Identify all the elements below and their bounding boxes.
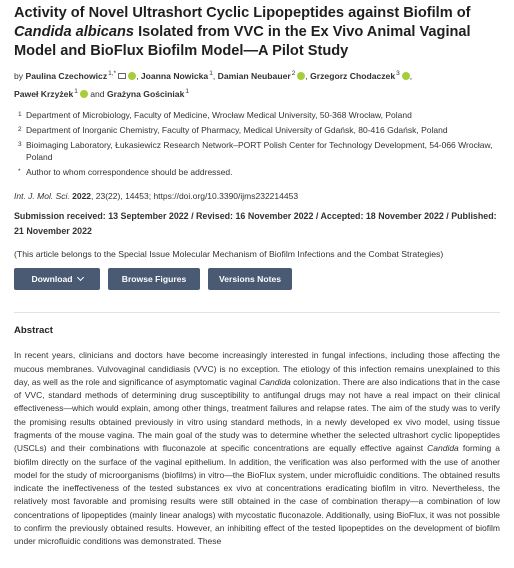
orcid-icon[interactable] <box>80 90 88 98</box>
action-buttons <box>14 268 500 290</box>
affiliation-mark: 3 <box>18 140 22 148</box>
author-name[interactable]: Damian Neubauer <box>217 71 291 81</box>
authors-by-label: by <box>14 71 24 81</box>
title-part-2: Isolated from VVC in the Ex Vivo Animal Vaginal Model and BioFlux Biofilm Model—A Pilot Study <box>14 24 471 59</box>
affiliation-text: Department of Microbiology, Faculty of Medicine, Wrocław Medical University, 50-368 Wrocław, Poland <box>26 110 412 120</box>
abstract-italic: Candida <box>427 443 459 454</box>
author-name[interactable]: Paulina Czechowicz <box>25 71 108 81</box>
abstract-heading: Abstract <box>14 325 53 337</box>
orcid-icon[interactable] <box>402 71 413 81</box>
affiliation-text: Bioimaging Laboratory, Łukasiewicz Research Network–PORT Polish Center for Technology Development, 54-066 Wrocław, Poland <box>26 139 493 162</box>
author-affil-sup: 1 <box>185 88 189 96</box>
abstract-segment: colonization. There are also indications that in the case of VVC, standard methods of determining drug susceptibility to antifungal drugs may not have a real impact on their clinical effectiveness—which would explain, among other things, treatment failures and relapse rates. The aim of the study was to verify the promising results obtained previously in vitro using standard methods, in a newly developed ex vivo model, using tissue fragments of the mouse vagina. The main goal of the study was to determine whether the selected ultrashort cyclic lipopeptides (USCLs) and their combinations with fluconazole at specific concentrations are equally effective against <box>14 376 500 454</box>
affiliation-item <box>14 166 500 178</box>
journal-name: Int. J. Mol. Sci. <box>14 191 70 202</box>
author-name[interactable]: Joanna Nowicka <box>140 71 209 81</box>
versions-notes-label: Versions Notes <box>218 274 282 285</box>
author-separator: , <box>136 71 139 81</box>
journal-volume-issue: , 23(22), 14453; <box>91 191 154 202</box>
affiliation-mark: 1 <box>18 111 22 118</box>
abstract-text <box>14 349 500 548</box>
orcid-icon[interactable] <box>128 71 139 81</box>
affiliation-list <box>14 109 500 178</box>
author-affil-sup: 3 <box>396 70 400 78</box>
download-button[interactable] <box>14 268 100 290</box>
author-affil-sup: 1 <box>209 70 213 78</box>
author-separator: , <box>409 71 413 81</box>
affiliation-mark: * <box>18 167 21 175</box>
download-label: Download <box>31 274 73 285</box>
author-name[interactable]: Paweł Krzyżek <box>14 89 74 99</box>
journal-year: 2022 <box>72 191 92 202</box>
publication-dates: Submission received: 13 September 2022 / Revised: 16 November 2022 / Accepted: 18 November 2022 / Published: 21 November 2022 <box>14 211 497 237</box>
mail-icon[interactable] <box>118 73 126 79</box>
title-part-1: Activity of Novel Ultrashort Cyclic Lipopeptides against Biofilm of <box>14 5 471 21</box>
article-title <box>14 4 500 61</box>
affiliation-mark: 2 <box>18 125 22 133</box>
author-affil-sup: 1 <box>74 88 78 96</box>
author-name[interactable]: Grażyna Gościniak <box>106 89 185 99</box>
author-name[interactable]: Grzegorz Chodaczek <box>310 71 396 81</box>
author-affil-sup: 2 <box>291 70 296 78</box>
author-separator: , <box>212 71 216 81</box>
special-issue-note[interactable]: (This article belongs to the Special Issue Molecular Mechanism of Biofilm Infections and the Combat Strategies) <box>14 249 444 260</box>
affiliation-item <box>14 124 500 136</box>
doi-link[interactable]: https://doi.org/10.3390/ijms232214453 <box>153 191 299 202</box>
abstract-segment: forming a biofilm directly on the surface of the vaginal epithelium. In addition, the verification was also performed with the use of another model for the study of microorganisms (biofilms) in vitro—the BioFlux system, under microfluidic conditions. The obtained results indicate the ineffectiveness of the tested substances ex vivo at concentrations eradicating biofilm in vitro. Nevertheless, the relatively most favorable and promising results were still obtained in the case of combination therapy—a combination of low concentrations of lipopeptides (mainly linear analogs) with mycostatic fluconazole. Additionally, using BioFlux, it was not possible to confirm the previously obtained results. However, an inhibiting effect of the tested lipopeptides on the development of biofilm under microfluidic conditions was demonstrated. These <box>14 443 500 547</box>
author-affil-sup: 1,* <box>108 70 117 78</box>
browse-figures-button[interactable] <box>108 268 200 290</box>
section-divider <box>14 312 500 313</box>
abstract-segment: In recent years, clinicians and doctors have become increasingly interested in fungal infections, including those affecting the mucous membranes. Vulvovaginal candidiasis (VVC) is no exception. The etiology of this infection remains unexplained to this day, as well as the role and significance of asymptomatic vaginal <box>14 350 500 387</box>
title-italic-species: Candida albicans <box>14 24 135 40</box>
author-separator: , <box>305 71 308 81</box>
affiliation-text: Department of Inorganic Chemistry, Faculty of Pharmacy, Medical University of Gdańsk, 80-416 Gdańsk, Poland <box>26 124 448 135</box>
author-list <box>14 67 500 103</box>
affiliation-item <box>14 139 500 164</box>
abstract-italic: Candida <box>259 376 291 387</box>
versions-notes-button[interactable] <box>208 268 292 290</box>
chevron-down-icon <box>76 274 83 281</box>
browse-figures-label: Browse Figures <box>121 274 187 285</box>
affiliation-text: Author to whom correspondence should be addressed. <box>26 166 233 177</box>
affiliation-item <box>14 109 500 121</box>
journal-citation <box>14 191 500 201</box>
author-and: and <box>90 89 105 99</box>
